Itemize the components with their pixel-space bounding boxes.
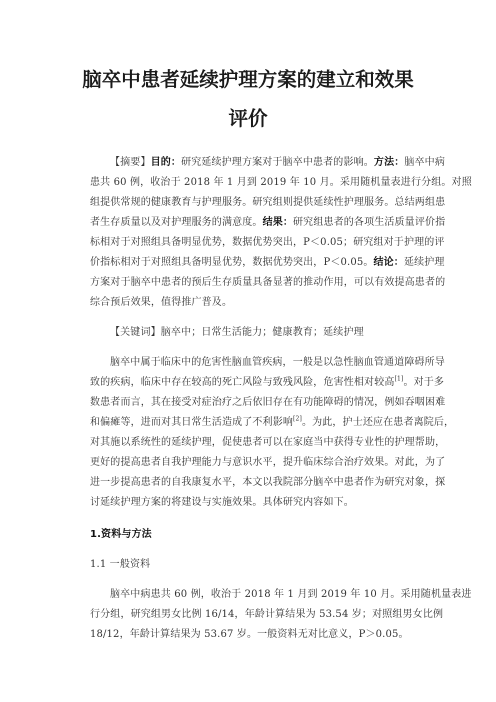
abstract-text: 研究组患者的各项生活质量评价指	[293, 217, 446, 228]
abstract-label-conclusion: 结论：	[373, 257, 404, 268]
intro-line: 讨延续护理方案的将建设与实施效果。具体研究内容如下。	[90, 497, 354, 508]
abstract-text: 延续护理	[403, 257, 445, 268]
intro-text: 致的疾病，临床中存在较高的死亡风险与致残风险，危害性相对较高	[90, 377, 395, 388]
intro-line: 更好的提高患者自我护理能力与意识水平，提升临床综合治疗效果。对此，为了	[90, 457, 446, 468]
intro-text: 。为此，护士还应在患者离院后，	[301, 417, 455, 428]
document-title	[0, 60, 496, 138]
abstract-text: 者生存质量以及对护理服务的满意度。	[90, 217, 263, 228]
intro-line: 对其施以系统性的延续护理，促使患者可以在家庭当中获得专业性的护理帮助，	[90, 437, 446, 448]
section-heading-1	[90, 525, 422, 545]
abstract-line: 患共 60 例，收治于 2018 年 1 月到 2019 年 10 月。采用随机量表进行分组。对照	[90, 177, 472, 188]
abstract-line	[90, 153, 445, 173]
keywords-paragraph	[90, 323, 422, 343]
abstract-line: 组提供常规的健康教育与护理服务。研究组则提供延续性护理服务。总结两组患	[90, 197, 446, 208]
general-line: 脑卒中病患共 60 例，收治于 2018 年 1 月到 2019 年 10 月。采用随机量表进	[110, 589, 472, 600]
abstract-line: 方案对于脑卒中患者的预后生存质量具备显著的推动作用，可以有效提高患者的	[90, 277, 446, 288]
intro-text: 。对于多	[403, 377, 445, 388]
subsection-heading-text: 1.1 一般资料	[90, 559, 151, 570]
keywords-line: 【关键词】脑卒中；日常生活能力；健康教育；延续护理	[110, 327, 364, 338]
abstract-label-method: 方法：	[373, 157, 405, 168]
intro-line	[90, 373, 445, 393]
intro-line: 数患者而言，其在接受对症治疗之后依旧存在有功能障碍的情况，例如吞咽困难	[90, 397, 446, 408]
abstract-prefix: 【摘要】	[110, 157, 151, 168]
abstract-line: 综合预后效果，值得推广普及。	[90, 297, 233, 308]
document-body	[90, 153, 472, 645]
abstract-paragraph	[90, 153, 472, 313]
citation-marker: [1]	[394, 375, 404, 383]
general-paragraph	[90, 585, 472, 645]
abstract-label-result: 结果：	[262, 217, 294, 228]
abstract-text: 价指标相对于对照组具备明显优势，数据优势突出，P＜0.05。	[90, 257, 374, 268]
abstract-label-purpose: 目的：	[150, 157, 182, 168]
abstract-line	[90, 253, 445, 273]
intro-line	[90, 413, 455, 433]
title-line-1: 脑卒中患者延续护理方案的建立和效果	[82, 68, 414, 91]
general-line: 18/12，年龄计算结果为 53.67 岁。一般资料无对比意义，P＞0.05。	[90, 629, 409, 640]
abstract-line: 标相对于对照组具备明显优势，数据优势突出，P＜0.05；研究组对于护理的评	[90, 237, 445, 248]
citation-marker: [2]	[293, 415, 302, 423]
abstract-line	[90, 213, 446, 233]
title-line-2: 评价	[228, 107, 268, 130]
section-heading-1-1	[90, 555, 422, 575]
intro-line: 脑卒中属于临床中的危害性脑血管疾病，一般是以急性脑血管通道障碍所导	[110, 357, 445, 368]
intro-line: 进一步提高患者的自我康复水平，本文以我院部分脑卒中患者作为研究对象，探	[90, 477, 446, 488]
abstract-text: 脑卒中病	[404, 157, 445, 168]
abstract-text: 研究延续护理方案对于脑卒中患者的影响。	[181, 157, 374, 168]
intro-paragraph	[90, 353, 455, 513]
section-heading-text: 1.资料与方法	[90, 529, 152, 540]
general-line: 行分组，研究组男女比例 16/14，年龄计算结果为 53.54 岁；对照组男女比例	[90, 609, 444, 620]
intro-text: 和偏瘫等，进而对其日常生活造成了不利影响	[90, 417, 293, 428]
